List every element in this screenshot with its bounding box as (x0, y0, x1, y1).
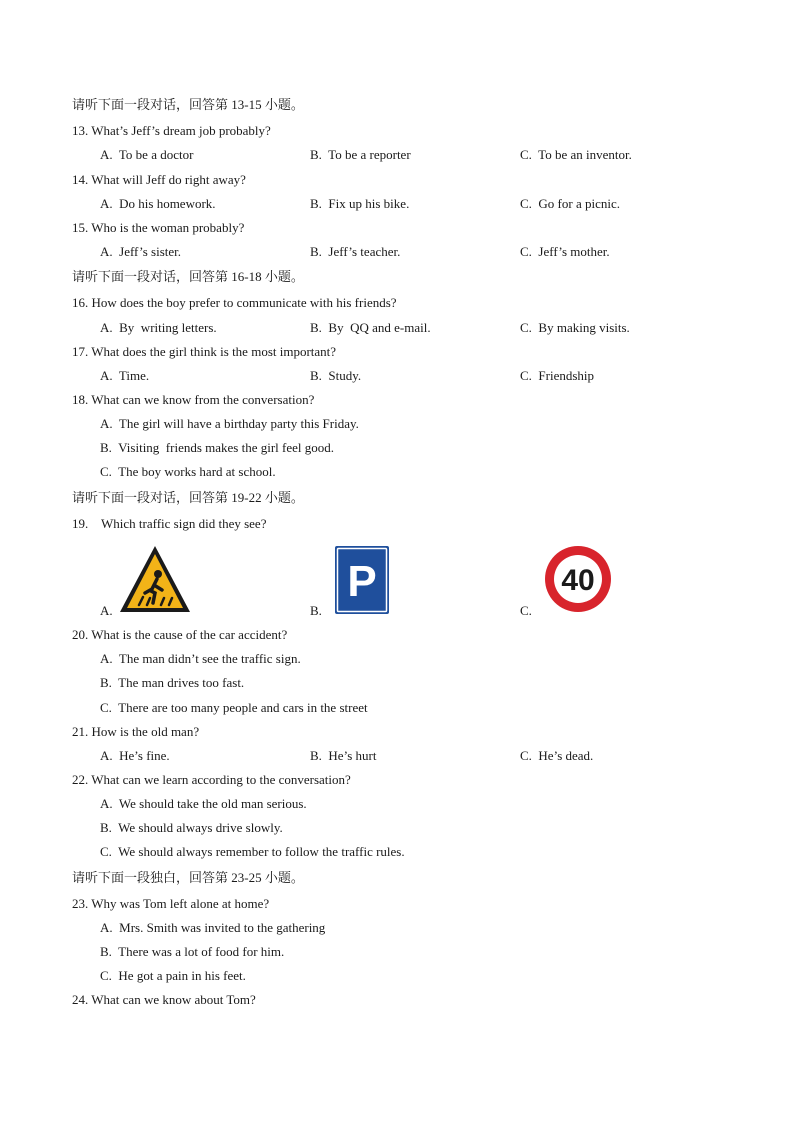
question-20: 20. What is the cause of the car accident? (72, 627, 288, 642)
pedestrian-crossing-sign-icon (117, 543, 193, 615)
q23-option-b: B. There was a lot of food for him. (100, 944, 285, 959)
parking-sign-icon (335, 546, 389, 614)
q18-option-b: B. Visiting friends makes the girl feel good. (100, 440, 335, 455)
question-18: 18. What can we know from the conversation? (72, 392, 315, 407)
q20-option-b: B. The man drives too fast. (100, 675, 245, 690)
parking-letter: P (347, 557, 377, 606)
q16-option-b: B. By QQ and e-mail. (310, 320, 431, 335)
question-17: 17. What does the girl think is the most important? (72, 344, 337, 359)
q17-option-a: A. Time. (100, 368, 150, 383)
speed-limit-value: 40 (561, 564, 595, 597)
q14-option-b: B. Fix up his bike. (310, 196, 410, 211)
q19-option-c: C. (520, 603, 532, 618)
q20-option-c: C. There are too many people and cars in the street (100, 700, 368, 715)
q14-option-a: A. Do his homework. (100, 196, 216, 211)
question-16: 16. How does the boy prefer to communicate with his friends? (72, 295, 397, 310)
section-header-19-22: 请听下面一段对话，回答第 19-22 小题。 (72, 490, 304, 505)
q19-option-b: B. (310, 603, 322, 618)
q15-option-a: A. Jeff’s sister. (100, 244, 182, 259)
question-19: 19. Which traffic sign did they see? (72, 516, 267, 531)
q19-option-a: A. (100, 603, 113, 618)
q18-option-a: A. The girl will have a birthday party this Friday. (100, 416, 359, 431)
q17-option-b: B. Study. (310, 368, 362, 383)
q17-option-c: C. Friendship (520, 368, 595, 383)
q13-option-a: A. To be a doctor (100, 147, 194, 162)
q21-option-c: C. He’s dead. (520, 748, 594, 763)
section-header-16-18: 请听下面一段对话，回答第 16-18 小题。 (72, 269, 304, 284)
q20-option-a: A. The man didn’t see the traffic sign. (100, 651, 301, 666)
q14-option-c: C. Go for a picnic. (520, 196, 621, 211)
section-header-13-15: 请听下面一段对话，回答第 13-15 小题。 (72, 97, 304, 112)
q23-option-a: A. Mrs. Smith was invited to the gathering (100, 920, 326, 935)
question-22: 22. What can we learn according to the conversation? (72, 772, 351, 787)
speed-limit-sign-icon (544, 545, 612, 615)
q22-option-a: A. We should take the old man serious. (100, 796, 307, 811)
question-23: 23. Why was Tom left alone at home? (72, 896, 270, 911)
q13-option-c: C. To be an inventor. (520, 147, 632, 162)
q16-option-c: C. By making visits. (520, 320, 630, 335)
section-header-23-25: 请听下面一段独白，回答第 23-25 小题。 (72, 870, 304, 885)
q18-option-c: C. The boy works hard at school. (100, 464, 276, 479)
q21-option-b: B. He’s hurt (310, 748, 377, 763)
question-24: 24. What can we know about Tom? (72, 992, 256, 1007)
q15-option-c: C. Jeff’s mother. (520, 244, 610, 259)
q23-option-c: C. He got a pain in his feet. (100, 968, 246, 983)
question-21: 21. How is the old man? (72, 724, 200, 739)
q22-option-c: C. We should always remember to follow the traffic rules. (100, 844, 405, 859)
q16-option-a: A. By writing letters. (100, 320, 217, 335)
q15-option-b: B. Jeff’s teacher. (310, 244, 401, 259)
question-14: 14. What will Jeff do right away? (72, 172, 246, 187)
q21-option-a: A. He’s fine. (100, 748, 170, 763)
q13-option-b: B. To be a reporter (310, 147, 411, 162)
question-15: 15. Who is the woman probably? (72, 220, 245, 235)
q22-option-b: B. We should always drive slowly. (100, 820, 283, 835)
question-13: 13. What’s Jeff’s dream job probably? (72, 123, 271, 138)
